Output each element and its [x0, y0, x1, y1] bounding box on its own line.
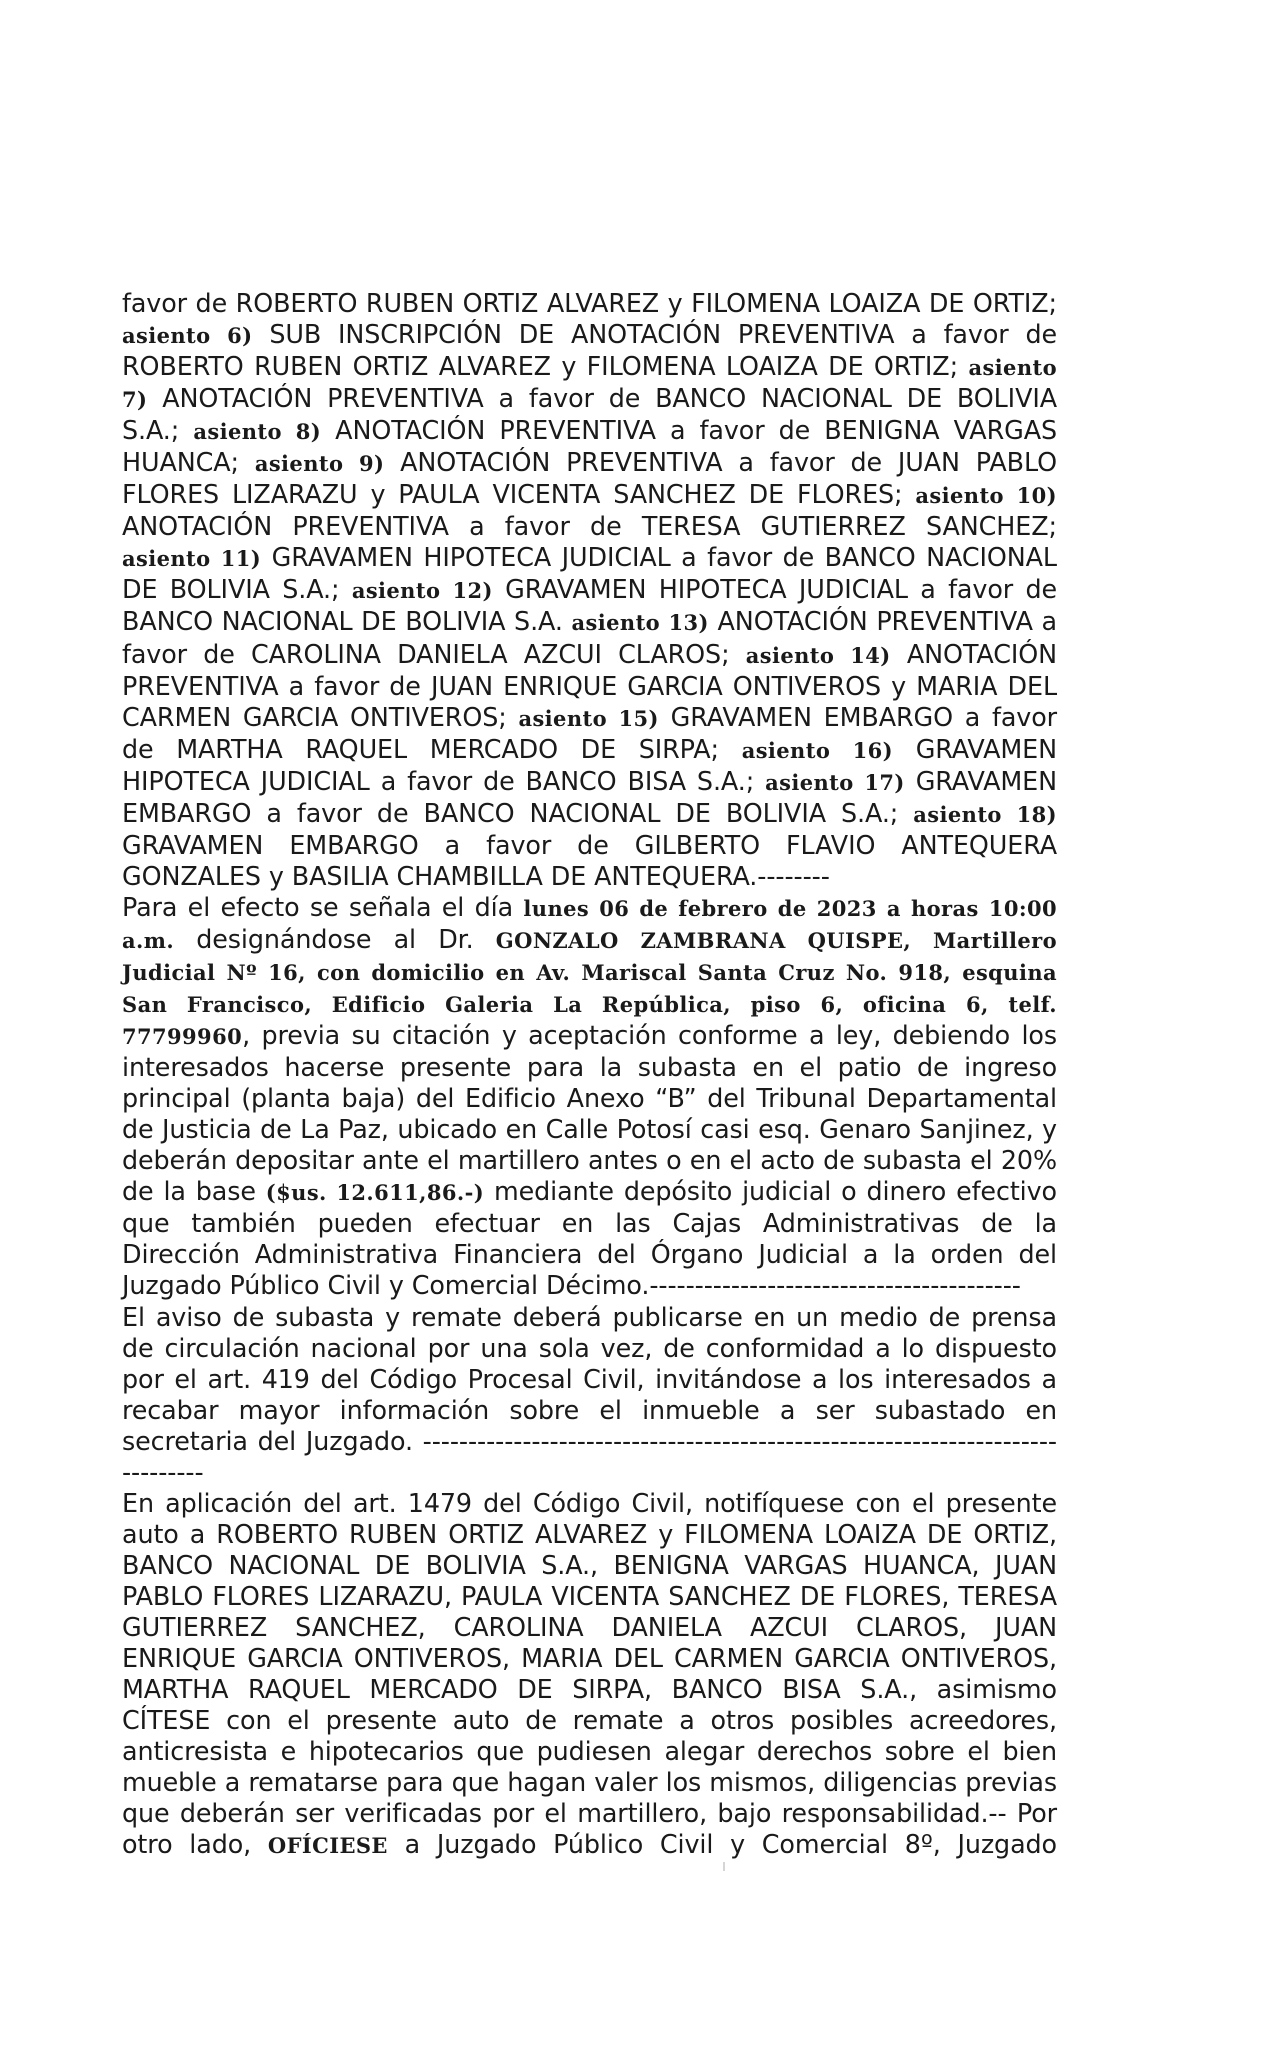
document-body [122, 288, 1057, 1861]
text-run: GRAVAMEN HIPOTECA JUDICIAL a favor de BANCO NACIONAL DE BOLIVIA S.A. [122, 574, 1057, 637]
bold-run: asiento 7) [122, 355, 1057, 413]
text-run: ANOTACIÓN PREVENTIVA a favor de CAROLINA DANIELA AZCUI CLAROS; [122, 606, 1057, 669]
text-run: El aviso de subasta y remate deberá publicarse en un medio de prensa de circulación nacional por una sola vez, de conformidad a lo dispuesto por el art. 419 del Código Procesal Civil, invitándose a los interesados a recabar mayor información sobre el inmueble a ser subastado en secretaria del Juzgado. ------------------------------------------------------------------------------- [122, 1301, 1057, 1487]
text-run: ANOTACIÓN PREVENTIVA a favor de JUAN ENRIQUE GARCIA ONTIVEROS y MARIA DEL CARMEN GARCIA ONTIVEROS; [122, 638, 1057, 732]
text-run: GRAVAMEN EMBARGO a favor de MARTHA RAQUEL MERCADO DE SIRPA; [122, 701, 1057, 764]
text-run: GRAVAMEN HIPOTECA JUDICIAL a favor de BANCO BISA S.A.; [122, 733, 1057, 796]
paragraph-asientos [122, 288, 1057, 892]
text-run: En aplicación del art. 1479 del Código Civil, notifíquese con el presente auto a ROBERTO RUBEN ORTIZ ALVAREZ y FILOMENA LOAIZA DE ORTIZ, BANCO NACIONAL DE BOLIVIA S.A., BENIGNA VARGAS HUANCA, JUAN PABLO FLORES LIZARAZU, PAULA VICENTA SANCHEZ DE FLORES, TERESA GUTIERREZ SANCHEZ, CAROLINA DANIELA AZCUI CLAROS, JUAN ENRIQUE GARCIA ONTIVEROS, MARIA DEL CARMEN GARCIA ONTIVEROS, MARTHA RAQUEL MERCADO DE SIRPA, BANCO BISA S.A., asimismo CÍTESE con el presente auto de remate a otros posibles acreedores, anticresista e hipotecarios que pudiesen alegar derechos sobre el bien mueble a rematarse para que hagan valer los mismos, diligencias previas que deberán ser verificadas por el martillero, bajo responsabilidad.-- Por otro lado, [122, 1487, 1057, 1860]
text-run: GRAVAMEN HIPOTECA JUDICIAL a favor de BANCO NACIONAL DE BOLIVIA S.A.; [122, 542, 1057, 605]
bold-run: GONZALO ZAMBRANA QUISPE, Martillero Judicial Nº 16, con domicilio en Av. Mariscal Santa Cruz No. 918, esquina San Francisco, Edificio Galeria La República, piso 6, oficina 6, telf. 77799960 [122, 927, 1057, 1050]
text-run: GRAVAMEN EMBARGO a favor de BANCO NACIONAL DE BOLIVIA S.A.; [122, 765, 1057, 828]
bold-run: asiento 11) [122, 546, 262, 572]
text-run: GRAVAMEN EMBARGO a favor de GILBERTO FLAVIO ANTEQUERA GONZALES y BASILIA CHAMBILLA DE ANTEQUERA.-------- [122, 829, 1057, 891]
bold-run: asiento 18) [913, 801, 1057, 827]
bold-run: asiento 9) [254, 451, 385, 477]
paragraph-notificacion [122, 1488, 1057, 1862]
bold-run: asiento 10) [915, 483, 1057, 509]
bold-run: asiento 6) [122, 323, 253, 349]
text-run: , previa su citación y aceptación conforme a ley, debiendo los interesados hacerse presente para la subasta en el patio de ingreso principal (planta baja) del Edificio Anexo “B” del Tribunal Departamental de Justicia de La Paz, ubicado en Calle Potosí casi esq. Genaro Sanjinez, y deberán depositar ante el martillero antes o en el acto de subasta el 20% de la base [122, 1020, 1057, 1207]
bold-run: asiento 8) [193, 419, 322, 445]
text-run: mediante depósito judicial o dinero efectivo que también pueden efectuar en las Cajas Administrativas de la Dirección Administrativa Financiera del Órgano Judicial a la orden del Juzgado Público Civil y Comercial Décimo.----------------------------------------- [122, 1176, 1057, 1301]
paragraph-aviso-publicacion [122, 1302, 1057, 1488]
bold-run: asiento 16) [741, 737, 894, 763]
text-run: Para el efecto se señala el día [122, 891, 524, 922]
text-run: ANOTACIÓN PREVENTIVA a favor de TERESA GUTIERREZ SANCHEZ; [122, 511, 1057, 542]
bold-run: lunes 06 de febrero de 2023 a horas 10:00 a.m. [122, 895, 1058, 953]
text-run: ANOTACIÓN PREVENTIVA a favor de BANCO NACIONAL DE BOLIVIA S.A.; [122, 383, 1057, 446]
text-run: favor de ROBERTO RUBEN ORTIZ ALVAREZ y FILOMENA LOAIZA DE ORTIZ; [122, 288, 1057, 318]
text-run: ANOTACIÓN PREVENTIVA a favor de BENIGNA VARGAS HUANCA; [122, 415, 1057, 478]
bold-run: asiento 14) [745, 642, 891, 668]
text-run: a Juzgado Público Civil y Comercial 8º, Juzgado [387, 1829, 1057, 1860]
text-run: ANOTACIÓN PREVENTIVA a favor de JUAN PABLO FLORES LIZARAZU y PAULA VICENTA SANCHEZ DE FLORES; [122, 447, 1057, 510]
paragraph-fecha-subasta [122, 892, 1057, 1302]
scan-artifact [723, 1862, 725, 1871]
bold-run: asiento 13) [571, 610, 709, 636]
text-run: SUB INSCRIPCIÓN DE ANOTACIÓN PREVENTIVA a favor de ROBERTO RUBEN ORTIZ ALVAREZ y FILOMENA LOAIZA DE ORTIZ; [122, 319, 1057, 382]
bold-run: asiento 15) [518, 705, 659, 731]
bold-run: asiento 12) [351, 578, 493, 604]
bold-run: OFÍCIESE [267, 1833, 388, 1859]
text-run: designándose al Dr. [174, 923, 496, 954]
bold-run: asiento 17) [765, 769, 905, 795]
bold-run: ($us. 12.611,86.-) [265, 1180, 485, 1206]
